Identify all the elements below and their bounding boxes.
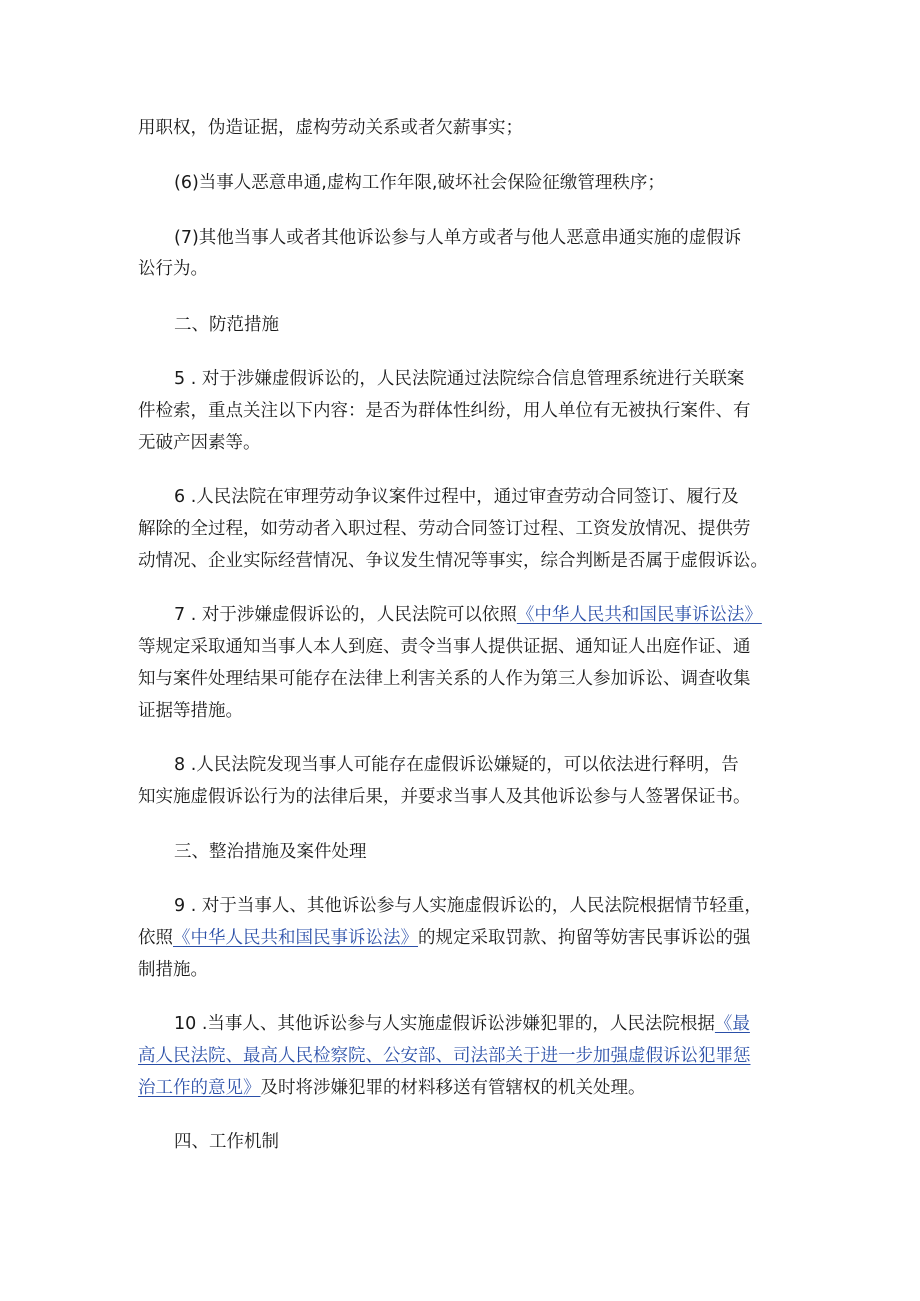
paragraph-9-text-post: 的规定采取罚款、拘留等妨害民事诉讼的强: [418, 928, 751, 948]
paragraph-6b-line2: 解除的全过程，如劳动者入职过程、劳动合同签订过程、工资发放情况、提供劳: [138, 519, 751, 539]
opinion-document-link-part2[interactable]: 高人民法院、最高人民检察院、公安部、司法部关于进一步加强虚假诉讼犯罪惩: [138, 1046, 751, 1066]
paragraph-item-7-line1: (7)其他当事人或者其他诉讼参与人单方或者与他人恶意串通实施的虚假诉: [174, 228, 742, 248]
section-heading-3: 三、整治措施及案件处理: [174, 842, 367, 862]
paragraph-9-line2: [138, 926, 751, 950]
section-heading-2: 二、防范措施: [174, 315, 279, 335]
paragraph-10-text-post: 及时将涉嫌犯罪的材料移送有管辖权的机关处理。: [260, 1078, 646, 1098]
paragraph-7b-line3: 知与案件处理结果可能存在法律上利害关系的人作为第三人参加诉讼、调查收集: [138, 669, 751, 689]
paragraph-item-6: (6)当事人恶意串通,虚构工作年限,破坏社会保险征缴管理秩序；: [174, 173, 665, 193]
paragraph-10-line2: [138, 1044, 751, 1068]
paragraph-10-text-pre: 10 .当事人、其他诉讼参与人实施虚假诉讼涉嫌犯罪的，人民法院根据: [174, 1014, 715, 1034]
paragraph-7b-line4: 证据等措施。: [138, 701, 243, 721]
paragraph-item-7-line2: 讼行为。: [138, 259, 208, 279]
paragraph-7b-line1: [174, 603, 762, 627]
paragraph-9-line1: 9 . 对于当事人、其他诉讼参与人实施虚假诉讼的，人民法院根据情节轻重，: [174, 896, 762, 916]
civil-procedure-law-link[interactable]: 《中华人民共和国民事诉讼法》: [516, 605, 762, 625]
paragraph-8-line2: 知实施虚假诉讼行为的法律后果，并要求当事人及其他诉讼参与人签署保证书。: [138, 787, 751, 807]
opinion-document-link-part1[interactable]: 《最: [714, 1014, 750, 1034]
paragraph-5-line2: 件检索，重点关注以下内容：是否为群体性纠纷，用人单位有无被执行案件、有: [138, 401, 751, 421]
paragraph-10-line3: [138, 1076, 646, 1100]
paragraph-5-line1: 5 . 对于涉嫌虚假诉讼的，人民法院通过法院综合信息管理系统进行关联案: [174, 369, 745, 389]
paragraph-intro: 用职权，伪造证据，虚构劳动关系或者欠薪事实；: [138, 118, 523, 138]
paragraph-7b-line2: 等规定采取通知当事人本人到庭、责令当事人提供证据、通知证人出庭作证、通: [138, 637, 751, 657]
paragraph-8-line1: 8 .人民法院发现当事人可能存在虚假诉讼嫌疑的，可以依法进行释明，告: [174, 755, 739, 775]
civil-procedure-law-link-2[interactable]: 《中华人民共和国民事诉讼法》: [173, 928, 418, 948]
section-heading-4: 四、工作机制: [174, 1132, 279, 1152]
paragraph-9-text-pre: 依照: [138, 928, 173, 948]
paragraph-9-line3: 制措施。: [138, 960, 208, 980]
paragraph-7b-text: 7 . 对于涉嫌虚假诉讼的，人民法院可以依照: [174, 605, 517, 625]
opinion-document-link-part3[interactable]: 治工作的意见》: [138, 1078, 261, 1098]
paragraph-10-line1: [174, 1012, 750, 1036]
paragraph-5-line3: 无破产因素等。: [138, 433, 261, 453]
paragraph-6b-line1: 6 .人民法院在审理劳动争议案件过程中，通过审查劳动合同签订、履行及: [174, 487, 739, 507]
paragraph-6b-line3: 动情况、企业实际经营情况、争议发生情况等事实，综合判断是否属于虚假诉讼。: [138, 551, 768, 571]
